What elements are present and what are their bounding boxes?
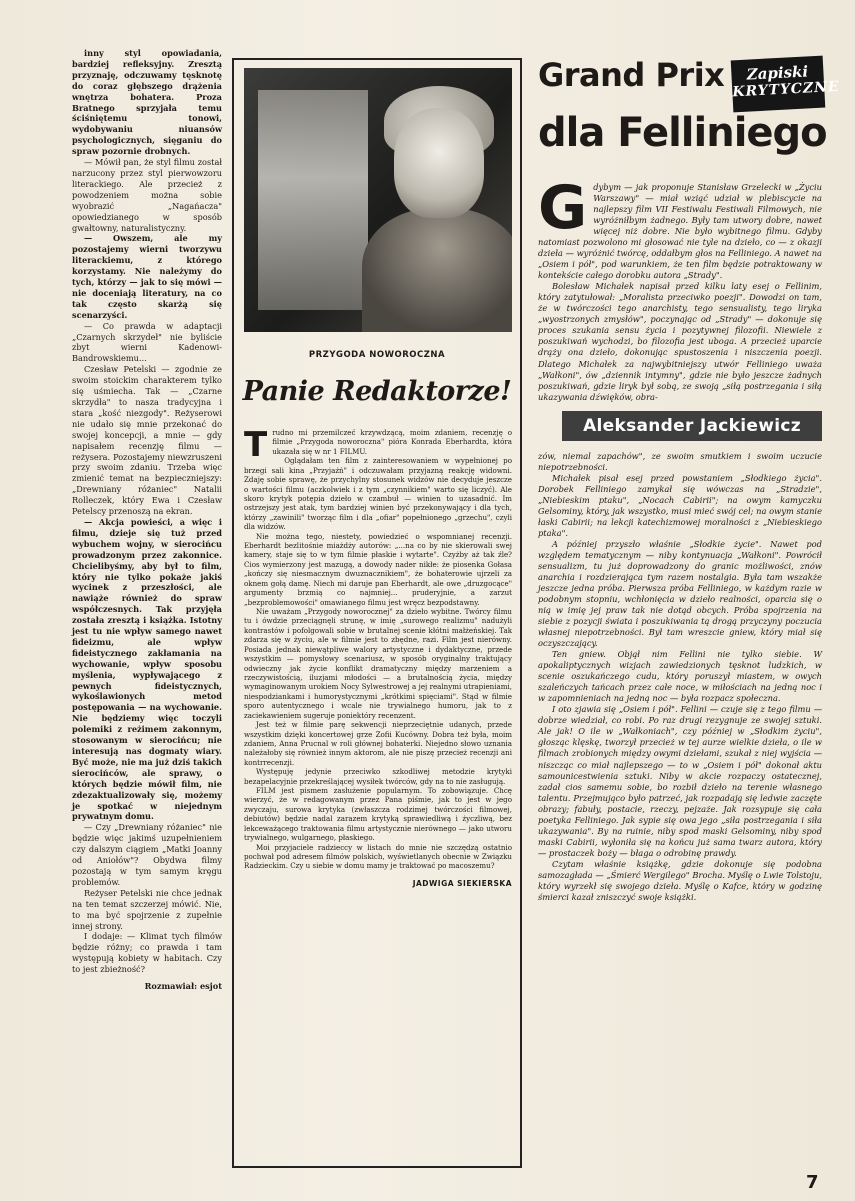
- author-bar: Aleksander Jackiewicz: [562, 411, 822, 441]
- badge-line2: KRYTYCZNE: [731, 78, 841, 101]
- interview-paragraph: Reżyser Petelski nie chce jednak na ten temat szczerzej mówić. Nie, to ma być spojrzenie z zupełnie innej strony.: [72, 887, 222, 931]
- letter-body: [244, 425, 512, 889]
- photo-window: [258, 90, 368, 310]
- interview-paragraph: inny styl opowiadania, bardziej refleksyjny. Zresztą przyznaję, odczuwamy tęsknotę do coraz głębszego drążenia wnętrza bohatera. Proza Bratnego sprzyjała temu ściśniętemu tonowi, wydobywaniu niuansów psychologicznych, sięganiu do spraw pozornie drobnych.: [72, 48, 222, 157]
- letter-box: [232, 58, 522, 1168]
- interview-column: [72, 48, 222, 992]
- letter-paragraph: Moi przyjaciele radzieccy w listach do mnie nie szczędzą ostatnio pochwał pod adresem filmów polskich, wyświetlanych obecnie w Związku Radzieckim. Czy u siebie w domu mamy je traktować po macoszemu?: [244, 842, 512, 871]
- interview-paragraph: Czesław Petelski — zgodnie ze swoim stoickim charakterem tylko się uśmiecha. Tak — „Czarne skrzydła" to nasza tradycyjna i stara „kość niezgody". Reżyserowi nie udało się mnie przekonać do swojej koncepcji, a mnie — gdy napisałem recenzję filmu — reżysera. Pozostajemy niewzruszeni przy swoim zdaniu. Trzeba więc zmienić temat na bezpieczniejszy: „Drewniany różaniec" Natalii Rolleczek, który Ewa i Czesław Petelscy przenoszą na ekran.: [72, 364, 222, 517]
- letter-lead-text: rudno mi przemilczeć krzywdzącą, moim zdaniem, recenzję o filmie „Przygoda noworoczna" pióra Konrada Eberhardta, która ukazała się w nr 1 FILMU.: [272, 428, 512, 456]
- article-lead-text: dybym — jak proponuje Stanisław Grzelecki w „Życiu Warszawy" — miał wziąć udział w plebiscycie na najlepszy film VII Festiwalu Festiwali Filmowych, nie wyróżniłbym żadnego. Były tam utwory dobre, nawet więcej niż dobre. Nie było wybitnego filmu. Gdyby natomiast pozwolono mi głosować nie tyle na dzieło, co — z okazji dzieła — wyróżnić twórcę, oddałbym głos na Felliniego. A nawet na „Osiem i pół", pod warunkiem, że ten film będzie potraktowany w kontekście całego dorobku autora „Strady".: [538, 182, 822, 281]
- article-paragraph: Bolesław Michałek napisał przed kilku laty esej o Fellinim, który zatytułował: „Moralista przeciwko poezji". Dowodzi on tam, że w twórczości tego anarchisty, tego sensualisty, tego liryka „wyostrzonych zmysłów", poczynając od „Strady" — dokonuje się proces szukania sensu życia i pozytywnej filozofii. Niewiele z poszukiwań wychodzi, bo filozofia jest uboga. A przecież uparcie drąży ona dzieło, dokonując spustoszenia i niszczenia poezji. Dlatego Michałek za najwybitniejszy utwór Felliniego uważa „Wałkoni", ów „dziennik intymny", gdzie nie było jeszcze żadnych poszukiwań, gdzie liryk był sobą, ze swoją „siłą postrzegania i siłą ukazywania dźwięków, obra-: [538, 281, 822, 402]
- drop-cap: G: [538, 173, 588, 243]
- letter-paragraph: Nie uważam „Przygody noworocznej" za dzieło wybitne. Twórcy filmu tu i ówdzie przeciągnęli strunę, w imię „surowego realizmu" nadużyli kontrastów i pofolgowali sobie w brutalnej scenie kłótni małżeńskiej. Tak zdarza się w życiu, ale w filmie jest to zbędne, razi. Film jest nierówny. Posiada jednak niewątpliwe walory artystyczne i dydaktyczne, przede wszystkim — pomysłowy scenariusz, w sposób oryginalny traktujący odwieczny jak życie konflikt dramatyczny między marzeniem a rzeczywistością, iluzjami młodości — a brutalnością życia, między wymaginowanym urokiem Nocy Sylwestrowej a jej realnymi utrapieniami, niespodziankami i humorystycznymi „krótkimi spięciami". Stąd w filmie sporo autentycznego i wcale nie trywialnego humoru, jak to z zaciekawieniem sugeruje poniektóry recenzent.: [244, 607, 512, 720]
- article-headline-line1: Grand Prix: [538, 56, 725, 94]
- article-paragraph: Czytam właśnie książkę, gdzie dokonuje się podobna samozagłada — „Śmierć Wergilego" Brocha. Myślę o Lwie Tolstoju, który wyrzekł się swojego dzieła. Myślę o Kafce, który w godzinę śmierci kazał zniszczyć swoje książki.: [538, 858, 822, 902]
- article-paragraph: Michałek pisał esej przed powstaniem „Słodkiego życia". Dorobek Felliniego zamykał się wówczas na „Stradzie", „Niebieskim ptaku", „Nocach Cabirii"; na owym kamyczku Gelsominy, który, jak wszystko, musi mieć swój cel; na owym stanie łaski Cabirii; na lekcji katechizmowej moralności z „Niebieskiego ptaka".: [538, 472, 822, 538]
- photo-face: [394, 108, 484, 218]
- film-still-photo: [244, 68, 512, 332]
- drop-cap: T: [244, 425, 268, 465]
- article-body: [538, 173, 822, 903]
- article-paragraph: A później przyszło właśnie „Słodkie życie". Nawet pod względem tematycznym — niby kontynuacja „Wałkoni". Powrócił sensualizm, tu już doprowadzony do granic możliwości, znów anarchia i rozdzierająca tym razem nostalgia. Była tam wszakże jeszcze jedna próba. Pierwsza próba Felliniego, w każdym razie w podobnym stopniu, wchłonięcia w dzieło realności, oparcia się o nią w imię jej praw tak nie dotąd obcych. Próba spojrzenia na siebie z pozycji świata i poszukiwania tą drogą przyczyny poczucia własnej niepotrzebności. Był tam wreszcie gniew, który miał się oczyszczający.: [538, 538, 822, 649]
- page-number: 7: [806, 1172, 819, 1193]
- badge-line1: Zapiski: [746, 62, 809, 84]
- interview-paragraph: — Akcja powieści, a więc i filmu, dzieje się tuż przed wybuchem wojny, w sierocińcu prowadzonym przez zakonnice. Chcielibyśmy, aby był to film, który nie tylko pokaże jakiś wycinek z przeszłości, ale nawiąże również do spraw współczesnych. Tak przyjęła została zresztą i książka. Istotny jest tu nie wpływ samego nawet fideizmu, ale wpływ fideistycznego zakłamania na wychowanie, wpływ sposobu myślenia, wypływającego z pewnych fideistycznych, wykoślawionych metod postępowania — na wychowanie. Nie będziemy więc toczyli polemiki z reżimem zakonnym, stosowanym w sierocińcu; nie interesują nas dogmaty wiary. Być może, nie ma już dziś takich sierocińców, ale sprawy, o których będzie mówił film, nie zdezaktualizowały się, możemy je spotkać w niejednym prywatnym domu.: [72, 516, 222, 822]
- letter-paragraph: Jest też w filmie parę sekwencji nieprzeciętnie udanych, przede wszystkim dzięki koncertowej grze Zofii Kucówny. Dobra też była, moim zdaniem, Anna Prucnal w roli głównej bohaterki. Niejedno słowo uznania należałoby się również innym aktorom, ale nie piszę przecież recenzji ani kontrrecenzji.: [244, 720, 512, 767]
- article-paragraph: zów, niemal zapachów", ze swoim smutkiem i swoim uczucie niepotrzebności.: [538, 450, 822, 472]
- photo-fur-collar: [362, 208, 512, 332]
- letter-paragraph: FILM jest pismem zasłużenie popularnym. To zobowiązuje. Chcę wierzyć, że w redagowanym przez Pana piśmie, jak to jest w jego zwyczaju, surowa krytyka (zwłaszcza rodzimej twórczości filmowej, debiutów) będzie nadal zarazem krytyką sprawiedliwą i życzliwą, bez lekceważącego traktowania filmu artystycznie nierównego — jako utworu trywialnego, wulgarnego, płaskiego.: [244, 786, 512, 843]
- article-paragraph: Ten gniew. Objął nim Fellini nie tylko siebie. W apokaliptycznych wizjach zawiedzionych tęsknot ludzkich, w scenie oszukańczego cudu, który poruszył miastem, w owych szaleńczych tańcach przez całe noce, w miłościach na jedną noc i w zapomnieniach na jedną noc — była rozpacz społeczna.: [538, 649, 822, 704]
- letter-paragraph: Nie można tego, niestety, powiedzieć o wspomnianej recenzji. Eberhardt bezlitośnie miażdży autorów: „...na co by nie skierowali swej kamery, staje się to w tym filmie płaskie i wytarte". Czyżby aż tak źle? Cios wymierzony jest mazugą, a dowody nader nikłe: że piosenka Gołasa „kończy się niesmacznym dwuznacznikiem", że bohaterowie ujrzeli za oknem gołą damę. Niech mi daruje pan Eberhardt, ale owe „druzgocące" argumenty brzmią co najmniej... pruderyjnie, a zarzut „bezproblemowości" omawianego filmu jest wręcz bezpodstawny.: [244, 531, 512, 607]
- interview-paragraph: I dodaje: — Klimat tych filmów będzie różny; co prawda i tam występują kobiety w habitach. Czy to jest zbieżność?: [72, 931, 222, 975]
- interview-signature: Rozmawiał: esjot: [144, 981, 222, 992]
- letter-headline: Panie Redaktorze!: [242, 376, 512, 407]
- letter-signature: JADWIGA SIEKIERSKA: [412, 878, 512, 888]
- letter-paragraph: Oglądałam ten film z zainteresowaniem w wypełnionej po brzegi sali kina „Przyjaźń" i odczuwałam przyjazną reakcję widowni. Zdaję sobie sprawę, że przychylny stosunek widzów nie decyduje jeszcze o wartości filmu (aczkolwiek i z tym „czynnikiem" warto się liczyć). Ale skoro krytyk potępia dzieło w czambuł — winien to uzasadnić. Im ostrzejszy jest atak, tym bardziej winien być przekonywający i dla tych, którzy „zawinili" tworząc film i dla „ofiar" popełnionego „grzechu", czyli dla widzów.: [244, 456, 512, 532]
- photo-caption: PRZYGODA NOWOROCZNA: [308, 350, 446, 360]
- article-lead: [538, 173, 822, 281]
- interview-paragraph: — Owszem, ale my pozostajemy wierni tworzywu literackiemu, z którego korzystamy. Nie należymy do tych, którzy — jak to się mówi — nie doceniają literatury, na co tak często skarżą się scenarzyści.: [72, 233, 222, 320]
- interview-paragraph: — Czy „Drewniany różaniec" nie będzie więc jakimś uzupełnieniem czy dalszym ciągiem „Matki Joanny od Aniołów"? Obydwa filmy pozostają w tym samym kręgu problemów.: [72, 822, 222, 887]
- letter-lead: [244, 425, 512, 465]
- article-paragraph: I oto zjawia się „Osiem i pół". Fellini — czuje się z tego filmu — dobrze wiedział, co robi. Po raz drugi rezygnuje ze swojej sztuki. Ale jak! O ile w „Wałkoniach", czy później w „Słodkim życiu", głosząc klęskę, tworzył przecież w tej aurze wielkie dzieła, o ile w filmach zrobionych między owymi dziełami, szukał z niej wyjścia — niszcząc co miał najlepszego — to w „Osiem i pół" dokonał aktu samounicestwienia sztuki. Niby w akcie rozpaczy ostatecznej, zadał cios samemu sobie, bo rozbił dzieło na terenie własnego talentu. Przejmująco było patrzeć, jak rozpadają się ledwie zaczęte obrazy; fabuły, postacie, rzeczy, pejzaże. Jak rozsypuje się cała poetyka Felliniego. Jak sypie się owa jego „siła postrzegania i siła ukazywania". By na ruinie, niby spod maski Gelsominy, niby spod maski Cabirii, wyłoniła się na końcu już sama twarz autora, który — prostaczek boży — błaga o odrobinę prawdy.: [538, 704, 822, 858]
- letter-paragraph: Występuję jedynie przeciwko szkodliwej metodzie krytyki bezapelacyjnie przekreślającej wysiłek twórców, gdy na to nie zasługują.: [244, 767, 512, 786]
- interview-paragraph: — Mówił pan, że styl filmu został narzucony przez styl pierwowzoru literackiego. Ale przecież z powodzeniem można sobie wyobrazić „Nagańacza" opowiedzianego w sposób gwałtowny, naturalistyczny.: [72, 157, 222, 233]
- interview-paragraph: — Co prawda w adaptacji „Czarnych skrzydeł" nie byliście zbyt wierni Kadenowi-Bandrowskiemu...: [72, 320, 222, 364]
- section-badge: [731, 56, 841, 113]
- article-headline-line2: dla Felliniego: [538, 110, 827, 156]
